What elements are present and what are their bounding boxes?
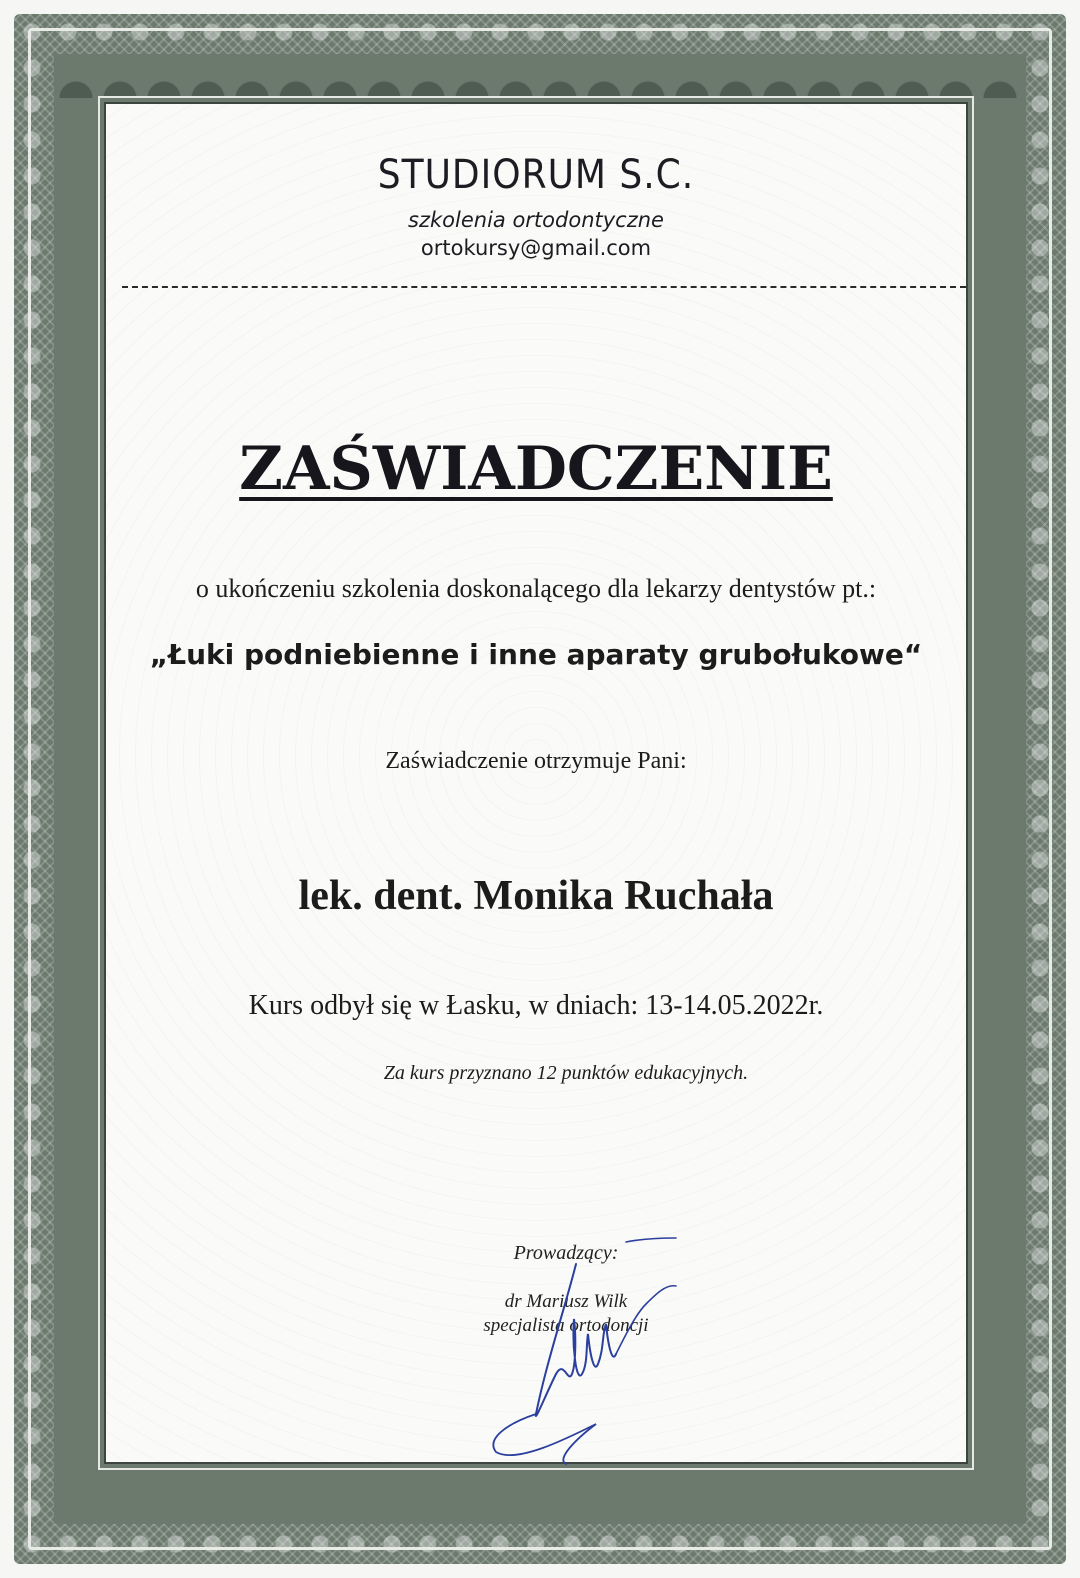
issuer-header (106, 152, 966, 260)
signatory-name: dr Mariusz Wilk (504, 1291, 628, 1312)
course-info: Kurs odbył się w Łasku, w dniach: 13-14.05.2022r. (248, 990, 824, 1021)
recipient-name: lek. dent. Monika Ruchała (298, 873, 774, 919)
certificate-body (104, 102, 968, 1464)
issuer-email: ortokursy@gmail.com (420, 236, 652, 260)
points-note: Za kurs przyznano 12 punktów edukacyjnych. (383, 1062, 749, 1084)
header-divider (122, 286, 966, 288)
issuer-name: STUDIORUM S.C. (377, 152, 695, 198)
signatory-role: Prowadzący: (513, 1242, 619, 1264)
course-title: „Łuki podniebienne i inne aparaty grubołukowe“ (149, 638, 923, 671)
issuer-subtitle: szkolenia ortodontyczne (408, 208, 664, 232)
handwritten-signature (426, 1224, 706, 1474)
signatory-specialty: specjalista ortodoncji (483, 1315, 649, 1336)
certificate-intro: o ukończeniu szkolenia doskonalącego dla lekarzy dentystów pt.: (195, 574, 877, 603)
recipient-lead: Zaświadczenie otrzymuje Pani: (385, 748, 687, 774)
certificate-title: ZAŚWIADCZENIE (239, 434, 833, 504)
